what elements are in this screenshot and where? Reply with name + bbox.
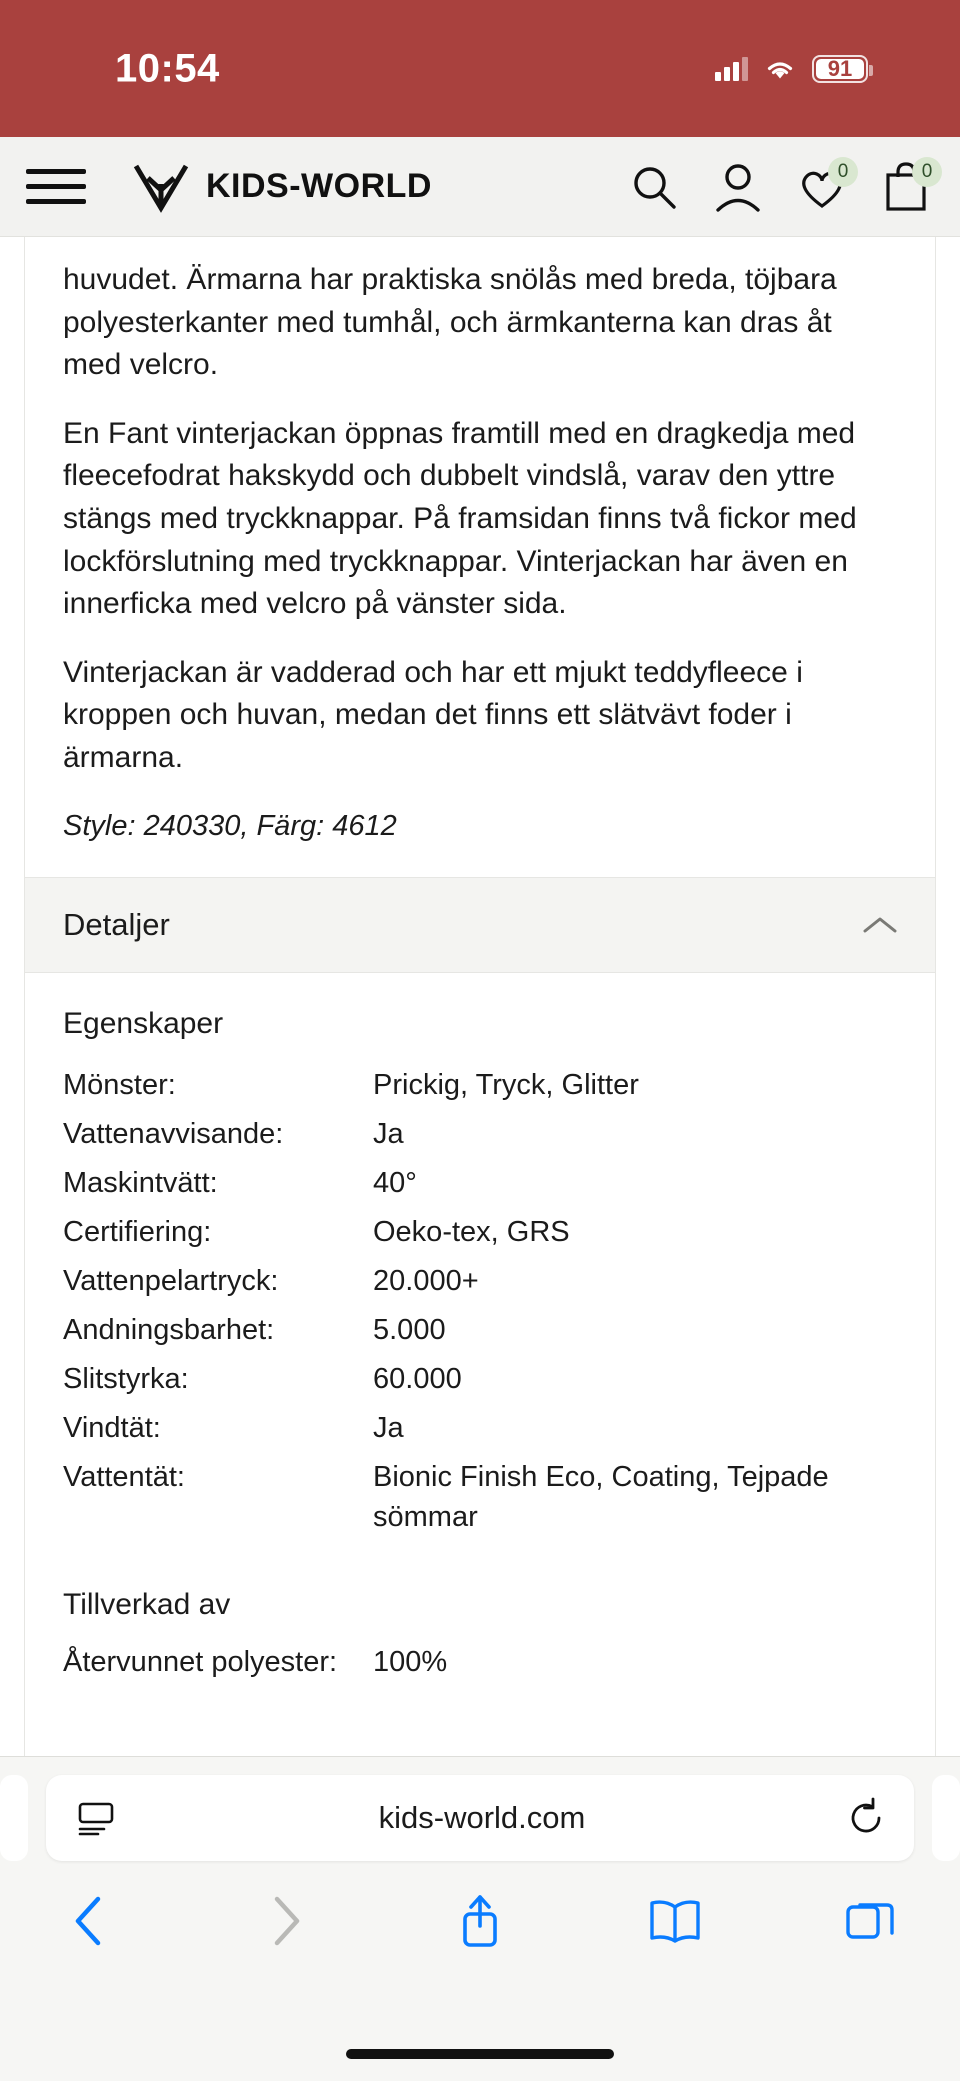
content-frame <box>24 237 936 1756</box>
shopping-bag-icon[interactable] <box>878 159 934 215</box>
property-value: Bionic Finish Eco, Coating, Tejpade sömmar <box>373 1460 829 1533</box>
table-row <box>63 1457 897 1546</box>
brand[interactable] <box>130 158 432 216</box>
property-value: Ja <box>373 1117 404 1150</box>
chevron-left-icon[interactable] <box>58 1889 122 1953</box>
table-row <box>63 1642 897 1691</box>
property-label: Vattentät: <box>63 1460 185 1493</box>
site-header <box>0 137 960 237</box>
wishlist-count-badge: 0 <box>828 157 858 187</box>
property-label: Vattenpelartryck: <box>63 1264 279 1297</box>
chevron-right-icon[interactable] <box>253 1889 317 1953</box>
product-description <box>25 237 935 847</box>
details-accordion-header[interactable] <box>25 877 935 973</box>
table-row <box>63 1114 897 1163</box>
material-label: Återvunnet polyester: <box>63 1645 338 1678</box>
reader-view-icon[interactable] <box>74 1798 118 1838</box>
battery-level: 91 <box>827 55 853 81</box>
url-bar[interactable] <box>46 1775 914 1861</box>
battery-icon <box>812 55 868 83</box>
description-paragraph: huvudet. Ärmarna har praktiska snölås med breda, töjbara polyesterkanter med tumhål, och ärmkanterna kan dras åt med velcro. <box>63 263 837 382</box>
details-accordion-title: Detaljer <box>63 906 170 942</box>
browser-nav-row <box>0 1861 960 1953</box>
status-bar <box>0 0 960 137</box>
property-label: Vattenavvisande: <box>63 1117 284 1150</box>
book-icon[interactable] <box>643 1889 707 1953</box>
style-color-line: Style: 240330, Färg: 4612 <box>63 809 397 842</box>
browser-bottom-bar <box>0 1756 960 2081</box>
table-row <box>63 1163 897 1212</box>
tabs-icon[interactable] <box>838 1889 902 1953</box>
description-paragraph: Vinterjackan är vadderad och har ett mjukt teddyfleece i kroppen och huvan, medan det finns ett slätvävt foder i ärmarna. <box>63 655 803 774</box>
description-paragraph: En Fant vinterjackan öppnas framtill med en dragkedja med fleecefodrat hakskydd och dubbelt vindslå, varav den yttre stängs med tryckknappar. På framsidan finns två fickor med lockförslutning med tryckknappar. Vinterjackan har även en innerficka med velcro på vänster sida. <box>63 416 857 621</box>
property-value: 60.000 <box>373 1362 462 1395</box>
status-time: 10:54 <box>115 46 220 90</box>
cart-count-badge: 0 <box>912 157 942 187</box>
property-label: Vindtät: <box>63 1411 161 1444</box>
material-value: 100% <box>373 1645 448 1678</box>
status-indicators <box>715 55 868 83</box>
home-indicator <box>346 2049 614 2059</box>
brand-name: KIDS-WORLD <box>206 167 432 205</box>
cellular-signal-icon <box>715 57 748 81</box>
search-icon[interactable] <box>626 159 682 215</box>
table-row <box>63 1261 897 1310</box>
property-value: 40° <box>373 1166 417 1199</box>
property-value: Oeko-tex, GRS <box>373 1215 570 1248</box>
wishlist-icon[interactable] <box>794 159 850 215</box>
table-row <box>63 1212 897 1261</box>
properties-table <box>63 1065 897 1546</box>
reload-icon[interactable] <box>846 1796 886 1840</box>
property-value: Prickig, Tryck, Glitter <box>373 1068 639 1101</box>
header-actions <box>626 159 934 215</box>
table-row <box>63 1408 897 1457</box>
details-accordion-body <box>25 973 935 1691</box>
table-row <box>63 1359 897 1408</box>
kids-world-logo-icon <box>130 158 192 216</box>
property-label: Mönster: <box>63 1068 176 1101</box>
url-text[interactable]: kids-world.com <box>378 1800 586 1835</box>
materials-table <box>63 1642 897 1691</box>
made-of-heading: Tillverkad av <box>63 1587 231 1621</box>
hamburger-menu-icon[interactable] <box>26 169 86 204</box>
property-label: Slitstyrka: <box>63 1362 189 1395</box>
properties-heading: Egenskaper <box>63 1006 224 1040</box>
property-value: 20.000+ <box>373 1264 479 1297</box>
user-account-icon[interactable] <box>710 159 766 215</box>
table-row <box>63 1310 897 1359</box>
table-row <box>63 1065 897 1114</box>
tab-peek-right[interactable] <box>932 1775 960 1861</box>
property-value: 5.000 <box>373 1313 446 1346</box>
page-content <box>0 237 960 1756</box>
property-value: Ja <box>373 1411 404 1444</box>
chevron-up-icon[interactable] <box>863 915 897 935</box>
property-label: Andningsbarhet: <box>63 1313 275 1346</box>
property-label: Certifiering: <box>63 1215 212 1248</box>
share-icon[interactable] <box>448 1889 512 1953</box>
property-label: Maskintvätt: <box>63 1166 218 1199</box>
wifi-icon <box>764 57 796 81</box>
tab-peek-left[interactable] <box>0 1775 28 1861</box>
